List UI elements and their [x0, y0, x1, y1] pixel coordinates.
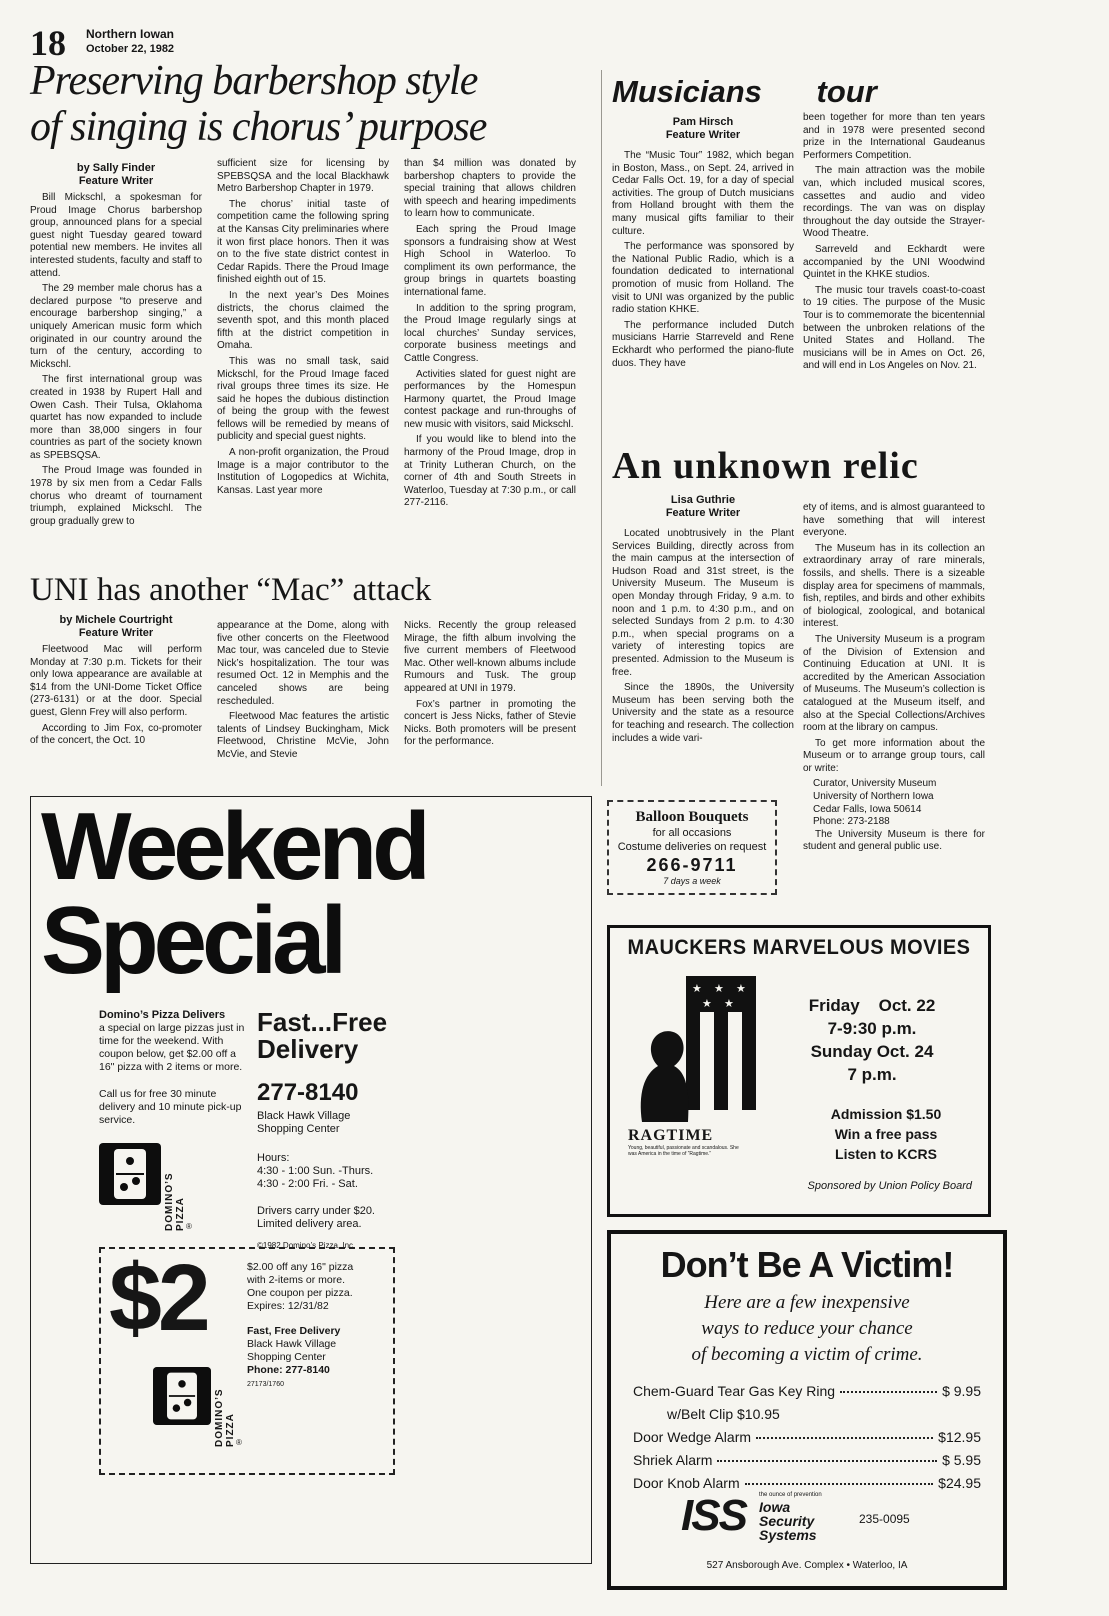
ad-title-special: Special	[41, 887, 343, 994]
hours-line2: 4:30 - 2:00 Fri. - Sat.	[257, 1178, 358, 1190]
showtime-day1: Friday Oct. 22	[808, 996, 936, 1015]
copyright-line: ©1982 Domino’s Pizza, Inc.	[257, 1241, 356, 1250]
paper-name: Northern Iowan	[86, 27, 175, 41]
dominos-logo-text-1: DOMINO’S	[164, 1172, 175, 1231]
byline-role: Feature Writer	[78, 175, 154, 187]
musicians-headline: Musicians tour	[612, 74, 877, 109]
item-name: Door Knob Alarm	[633, 1475, 740, 1491]
pitch-lead: Domino’s Pizza Delivers	[99, 1009, 226, 1021]
balloon-line2: Costume deliveries on request	[617, 841, 767, 853]
hours-label: Hours:	[257, 1152, 290, 1164]
musicians-byline	[612, 116, 794, 142]
musicians-col2: been together for more than ten years and in 1978 were presented second prize in the International Gaudeanus Performers Competition. The main attraction was the mobile van, which included musical scores, cassettes and audio and video recordings. The van was on display throughout the day outside the Strayer-Wood Theatre. Sarreveld and Eckhardt were accompanied by the UNI Woodwind Quintet in the KHKE studios. The music tour travels coast-to-coast to 19 cities. The purpose of the Music Tour is to commemorate the bicentennial between the unbroken relations of the United States and Holland. The musicians will be in Ames on Oct. 26, and will end in Los Angeles on Nov. 21.	[803, 112, 985, 372]
issue-date: October 22, 1982	[86, 43, 175, 55]
coupon-text-block	[247, 1261, 387, 1388]
relic-byline	[612, 494, 794, 520]
admission-price: Admission $1.50	[830, 1106, 942, 1122]
coupon-fast: Fast, Free Delivery	[247, 1325, 341, 1337]
mac-byline	[30, 614, 202, 640]
victim-ad-title: Don’t Be A Victim!	[660, 1244, 954, 1285]
item-name: Door Wedge Alarm	[633, 1429, 752, 1445]
coupon-offer1: $2.00 off any 16" pizza	[247, 1261, 354, 1273]
svg-text:★: ★	[702, 998, 712, 1010]
relic-col1: Located unobtrusively in the Plant Services Building, directly across from the main campus at the intersection of Hudson Road and 31st street, is the University Museum. The Museum is open Monday through Friday, 9 a.m. to noon and 1 p.m. to 4:30 p.m., and on selected Sundays from 2 p.m. to 4:30 p.m., when special programs on a variety of interesting topics are presented. Admission to the Museum is free. Since the 1890s, the University Museum has been serving both the University and the state as a resource for teaching and research. The collection includes a wide vari-	[612, 528, 794, 744]
svg-text:★: ★	[692, 983, 702, 995]
iss-logo	[681, 1491, 746, 1540]
relic-col2-closing: The University Museum is there for student and general public use.	[803, 828, 985, 853]
dot-leader	[745, 1483, 934, 1485]
byline-author: Lisa Guthrie	[670, 494, 736, 506]
registered-mark: ®	[186, 1222, 192, 1231]
price-row	[633, 1380, 981, 1403]
showtime-time1: 7-9:30 p.m.	[827, 1019, 917, 1038]
item-name: Shriek Alarm	[633, 1452, 713, 1468]
barbershop-headline-line2: of singing is chorus’ purpose	[30, 104, 487, 150]
sponsor-line: Sponsored by Union Policy Board	[807, 1180, 972, 1192]
address-line2: Shopping Center	[257, 1123, 340, 1135]
address-line1: Black Hawk Village	[257, 1110, 351, 1122]
item-price: $ 5.95	[942, 1452, 981, 1468]
barbershop-col2: sufficient size for licensing by SPEBSQSA and the local Blackhawk Metro Barbershop Chapter in 1979. The chorus’ initial taste of competition came the following spring at the Kansas City preliminaries where it won first place honors. Then it was on to the five state district contest in Cedar Rapids. There the Proud Image finished eighth out of 15. In the next year’s Des Moines districts, the chorus claimed the seventh spot, and this month placed fifth at the district competition in Omaha. This was no small task, said Mickschl, for the Proud Image faced rival groups three times its size. He said he hopes the dubious distinction of being the group with the fewest fellows will be remedied by means of publicity and special guest nights. A non-profit organization, the Proud Image is a major contributor to the Institution of Logopedics at Wichita, Kansas. Last year more	[217, 158, 389, 496]
dominos-pitch-block	[99, 1009, 251, 1127]
registered-mark: ®	[236, 1438, 242, 1447]
relic-col2	[803, 502, 985, 857]
free-pass-line: Win a free pass	[834, 1126, 938, 1142]
barbershop-col1: Bill Mickschl, a spokesman for Proud Image Chorus barbershop group, announced plans for a special guest night Tuesday geared toward potential new members. He invites all interested students, faculty and staff to attend. The 29 member male chorus has a declared purpose “to preserve and encourage barbershop singing,” a uniquely American music form which originated in our country around the turn of the century, according to Mickschl. The first international group was created in 1938 by Rupert Hall and Owen Cash. Their Tulsa, Oklahoma quartet has now expanded to include more than 38,000 singers in four countries as part of the society known as SPEBSQSA. The Proud Image was founded in 1978 by six men from a Cedar Falls chorus who dreamt of tournament triumph, explained Mickschl. The group gradually grew to	[30, 192, 202, 527]
coupon-offer2: with 2-items or more.	[247, 1274, 346, 1286]
dot-leader	[717, 1460, 937, 1462]
byline-role: Feature Writer	[665, 129, 741, 141]
subtitle-line3: of becoming a victim of crime.	[691, 1344, 923, 1365]
balloon-line3: 7 days a week	[663, 876, 721, 886]
iss-words	[759, 1500, 817, 1542]
byline-author: by Michele Courtright	[59, 614, 173, 626]
svg-text:★: ★	[724, 998, 734, 1010]
mac-col1: Fleetwood Mac will perform Monday at 7:30 p.m. Tickets for their only Iowa appearance are available at $14 from the UNI-Dome Ticket Office (273-6131) or at the door. Special guest, Glenn Frey will also perform. According to Jim Fox, co-promoter of the concert, the Oct. 10	[30, 644, 202, 747]
balloon-bouquets-ad	[607, 800, 777, 895]
showtime-day2: Sunday Oct. 24	[810, 1042, 934, 1061]
dominos-weekend-ad	[30, 793, 592, 1564]
subtitle-line2: ways to reduce your chance	[701, 1318, 913, 1339]
item-name: w/Belt Clip $10.95	[667, 1406, 780, 1422]
dominos-logo-text-1: DOMINO’S	[214, 1388, 225, 1447]
svg-text:★: ★	[736, 983, 746, 995]
balloon-title: Balloon Bouquets	[635, 809, 749, 825]
byline-role: Feature Writer	[665, 507, 741, 519]
iss-logo-text: ISS	[681, 1491, 746, 1540]
dominos-phone: 277-8140	[257, 1079, 359, 1106]
iss-word-systems: Systems	[759, 1527, 817, 1543]
subtitle-line1: Here are a few inexpensive	[704, 1292, 910, 1313]
item-price: $ 9.95	[942, 1383, 981, 1399]
coupon-code: 27173/1760	[247, 1381, 284, 1388]
ragtime-poster-art-icon	[628, 983, 763, 1126]
item-name: Chem-Guard Tear Gas Key Ring	[633, 1383, 836, 1399]
iss-tagline: the ounce of prevention	[759, 1492, 822, 1498]
poster-caption: Young, beautiful, passionate and scandalous. She was America in the time of “Ragtime.”	[628, 1145, 739, 1157]
call-text: Call us for free 30 minute delivery and 10 minute pick-up service.	[99, 1088, 242, 1126]
item-price: $12.95	[938, 1429, 981, 1445]
victim-ad-subtitle	[611, 1290, 1003, 1368]
dominos-logo-text-2: PIZZA	[175, 1197, 186, 1231]
svg-text:★: ★	[714, 983, 724, 995]
coupon-offer3: One coupon per pizza.	[247, 1287, 353, 1299]
musicians-col1: The “Music Tour” 1982, which began in Boston, Mass., on Sept. 24, arrived in Cedar Falls Oct. 19, for a day of special activities. The group of Dutch musicians from Holland brought with them the many musical gifts familiar to their culture. The performance was sponsored by the National Public Radio, which is a foundation dedicated to international promotion of music from Holland. The visit to UNI was organized by the public radio station KHKE. The performance included Dutch musicians Harrie Starreveld and Rene Eckhardt who performed the piano-flute duos. They have	[612, 150, 794, 369]
iss-phone: 235-0095	[859, 1512, 910, 1526]
limited-line: Limited delivery area.	[257, 1218, 362, 1230]
item-price: $24.95	[938, 1475, 981, 1491]
byline-author: by Sally Finder	[76, 162, 156, 174]
showtimes-block	[772, 994, 972, 1086]
coupon-phone: Phone: 277-8140	[247, 1364, 330, 1376]
fast-free-label: Fast...Free	[257, 1007, 388, 1037]
coupon-amount: $2	[109, 1245, 207, 1351]
byline-role: Feature Writer	[78, 627, 154, 639]
relic-headline: An unknown relic	[612, 445, 919, 487]
coupon-expires: Expires: 12/31/82	[247, 1300, 329, 1312]
dominos-tile-icon	[99, 1143, 161, 1210]
coupon-addr1: Black Hawk Village	[247, 1338, 337, 1350]
dominos-logo	[99, 1143, 192, 1231]
dot-leader	[840, 1391, 937, 1393]
pitch-text: a special on large pizzas just in time for the weekend. With coupon below, get $2.00 off a 16" pizza with 2 items or more.	[99, 1022, 245, 1073]
drivers-line: Drivers carry under $20.	[257, 1205, 375, 1217]
mauckers-movies-ad	[607, 925, 991, 1217]
security-ad	[607, 1230, 1007, 1590]
relic-col2-paragraphs: ety of items, and is almost guaranteed to have something that will interest everyone. The Museum has in its collection an extraordinary array of rare minerals, fossils, and shells. There is a sizeable display area for specimens of mammals, fish, reptiles, and birds and other exhibits of biological, zoological, and botanical interest. The University Museum is a program of the Division of Extension and Continuing Education at UNI. It is accredited by the American Association of Museums. The Museum’s collection is catalogued at the Museum itself, and also at the Special Collections/Archives room at the library on campus. To get more information about the Museum or to arrange group tours, call or write:	[803, 502, 985, 774]
barbershop-headline-line1: Preserving barbershop style	[30, 58, 478, 104]
barbershop-byline	[30, 162, 202, 188]
dominos-logo	[153, 1367, 242, 1447]
coupon-addr2: Shopping Center	[247, 1351, 326, 1363]
dominos-right-block	[257, 1009, 477, 1250]
byline-author: Pam Hirsch	[672, 116, 734, 128]
balloon-phone: 266-9711	[646, 855, 738, 875]
dot-leader	[756, 1437, 933, 1439]
dominos-coupon	[99, 1247, 395, 1475]
ragtime-poster	[628, 974, 763, 1196]
poster-title: RAGTIME	[628, 1127, 714, 1144]
mac-headline: UNI has another “Mac” attack	[30, 572, 432, 608]
price-row	[633, 1449, 981, 1472]
dominos-logo-text-2: PIZZA	[225, 1413, 236, 1447]
price-row	[633, 1426, 981, 1449]
price-list	[633, 1380, 981, 1495]
mac-col2: appearance at the Dome, along with five other concerts on the Fleetwood Mac tour, was canceled due to Stevie Nick’s hospitalization. The tour was resumed Oct. 12 in Memphis and the canceled shows are being rescheduled. Fleetwood Mac features the artistic talents of Lindsey Buckingham, Mick Fleetwood, Christine McVie, John McVie, and Stevie	[217, 620, 389, 760]
delivery-label: Delivery	[257, 1034, 359, 1064]
barbershop-col3: than $4 million was donated by barbershop chapters to provide the special training that allows children with speech and hearing impediments to learn how to communicate. Each spring the Proud Image sponsors a fundraising show at West High School in Waterloo. To compliment its own performance, the group brings in quartets boasting international fame. In addition to the spring program, the Proud Image regularly sings at local churches’ Sunday services, corporate business meetings and Cattle Congress. Activities slated for guest night are performances by the Homespun Harmony quartet, the Proud Image contest package and run-throughs of new music with visitors, said Mickschl. If you would like to blend into the harmony of the Proud Image, drop in at Trinity Lutheran Church, on the corner of 4th and South Streets in Waterloo, Tuesday at 7:30 p.m., or call 277-2116.	[404, 158, 576, 509]
page-number: 18	[30, 23, 66, 63]
dominos-tile-icon	[153, 1367, 211, 1430]
relic-contact-block: Curator, University Museum University of Northern Iowa Cedar Falls, Iowa 50614 Phone: 273-2188	[813, 778, 937, 828]
price-row	[633, 1403, 981, 1426]
iss-word-security: Security	[759, 1513, 815, 1529]
listen-line: Listen to KCRS	[835, 1146, 937, 1162]
iss-footer: 527 Ansborough Ave. Complex • Waterloo, IA	[706, 1560, 908, 1571]
ad-title-weekend: Weekend	[41, 793, 426, 900]
iss-word-iowa: Iowa	[759, 1499, 791, 1515]
admission-block	[800, 1104, 972, 1164]
mac-col3: Nicks. Recently the group released Mirage, the fifth album involving the five current members of Fleetwood Mac. Other well-known albums include Rumours and Tusk. The group appeared at UNI in 1979. Fox’s partner in promoting the concert is Jess Nicks, father of Stevie Nicks. Both promoters will be present for the performance.	[404, 620, 576, 748]
hours-line1: 4:30 - 1:00 Sun. -Thurs.	[257, 1165, 374, 1177]
movies-ad-title: MAUCKERS MARVELOUS MOVIES	[627, 936, 971, 959]
showtime-time2: 7 p.m.	[847, 1065, 897, 1084]
balloon-line1: for all occasions	[652, 827, 732, 839]
column-divider	[601, 70, 602, 786]
